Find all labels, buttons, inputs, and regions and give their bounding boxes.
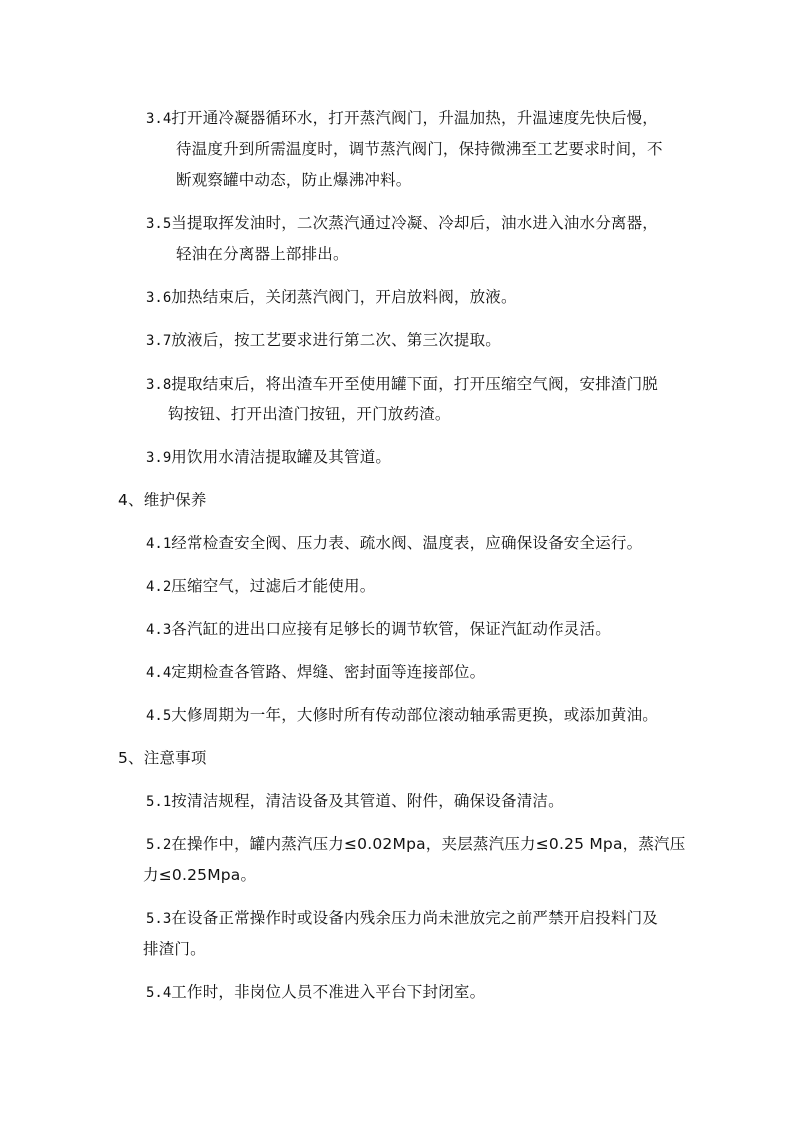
item-text: 在设备正常操作时或设备内残余压力尚未泄放完之前严禁开启投料门及 bbox=[171, 909, 658, 927]
item-text: 在操作中，罐内蒸汽压力≤0.02Mpa，夹层蒸汽压力≤0.25 Mpa，蒸汽压 bbox=[171, 835, 686, 853]
item-text: 放液后，按工艺要求进行第二次、第三次提取。 bbox=[171, 331, 501, 349]
item-text: 打开通冷凝器循环水，打开蒸汽阀门，升温加热，升温速度先快后慢， bbox=[171, 109, 658, 127]
item-text: 各汽缸的进出口应接有足够长的调节软管，保证汽缸动作灵活。 bbox=[171, 620, 611, 638]
item-number: 3.8 bbox=[146, 377, 172, 393]
item-number: 3.9 bbox=[146, 450, 172, 466]
item-text: 用饮用水清洁提取罐及其管道。 bbox=[171, 448, 392, 466]
item-number: 5.3 bbox=[146, 911, 172, 927]
item-3-9 bbox=[146, 447, 391, 468]
item-number: 4.5 bbox=[146, 708, 172, 724]
item-number: 3.5 bbox=[146, 216, 172, 232]
item-text: 定期检查各管路、焊缝、密封面等连接部位。 bbox=[171, 663, 486, 681]
item-number: 3.4 bbox=[146, 111, 172, 127]
item-3-5-line-2: 轻油在分离器上部排出。 bbox=[176, 245, 349, 263]
item-3-7 bbox=[146, 330, 501, 351]
item-text: 大修周期为一年，大修时所有传动部位滚动轴承需更换，或添加黄油。 bbox=[171, 706, 658, 724]
item-5-3-line-2: 排渣门。 bbox=[143, 940, 206, 958]
section-heading-5: 5、注意事项 bbox=[118, 749, 207, 767]
item-4-1 bbox=[146, 533, 642, 554]
item-5-1 bbox=[146, 791, 564, 812]
item-3-8-line-1 bbox=[146, 374, 658, 395]
item-4-2 bbox=[146, 576, 375, 597]
item-3-4-line-2: 待温度升到所需温度时，调节蒸汽阀门，保持微沸至工艺要求时间，不 bbox=[176, 140, 663, 158]
item-number: 4.4 bbox=[146, 665, 172, 681]
item-4-3 bbox=[146, 619, 611, 640]
item-text: 压缩空气，过滤后才能使用。 bbox=[171, 577, 376, 595]
item-5-2-line-2: 力≤0.25Mpa。 bbox=[143, 866, 257, 884]
item-4-4 bbox=[146, 662, 485, 683]
item-text: 工作时，非岗位人员不准进入平台下封闭室。 bbox=[171, 983, 486, 1001]
item-3-5-line-1 bbox=[146, 213, 658, 234]
item-number: 4.2 bbox=[146, 579, 172, 595]
item-5-3-line-1 bbox=[146, 908, 658, 929]
item-number: 3.7 bbox=[146, 333, 172, 349]
item-text: 经常检查安全阀、压力表、疏水阀、温度表，应确保设备安全运行。 bbox=[171, 534, 643, 552]
item-number: 5.2 bbox=[146, 837, 172, 853]
item-number: 3.6 bbox=[146, 290, 172, 306]
item-text: 提取结束后，将出渣车开至使用罐下面，打开压缩空气阀，安排渣门脱 bbox=[171, 375, 658, 393]
item-text: 按清洁规程，清洁设备及其管道、附件，确保设备清洁。 bbox=[171, 792, 564, 810]
item-text: 加热结束后，关闭蒸汽阀门，开启放料阀，放液。 bbox=[171, 288, 517, 306]
item-number: 4.1 bbox=[146, 536, 172, 552]
item-3-4-line-1 bbox=[146, 108, 658, 129]
item-5-2-line-1 bbox=[146, 834, 685, 855]
item-number: 4.3 bbox=[146, 622, 172, 638]
item-text: 当提取挥发油时，二次蒸汽通过冷凝、冷却后，油水进入油水分离器， bbox=[171, 214, 658, 232]
item-3-4-line-3: 断观察罐中动态，防止爆沸冲料。 bbox=[176, 171, 412, 189]
item-3-8-line-2: 钩按钮、打开出渣门按钮，开门放药渣。 bbox=[168, 405, 451, 423]
item-4-5 bbox=[146, 705, 658, 726]
section-heading-4: 4、维护保养 bbox=[118, 491, 207, 509]
item-5-4 bbox=[146, 982, 485, 1003]
item-3-6 bbox=[146, 287, 517, 308]
item-number: 5.4 bbox=[146, 985, 172, 1001]
item-number: 5.1 bbox=[146, 794, 172, 810]
